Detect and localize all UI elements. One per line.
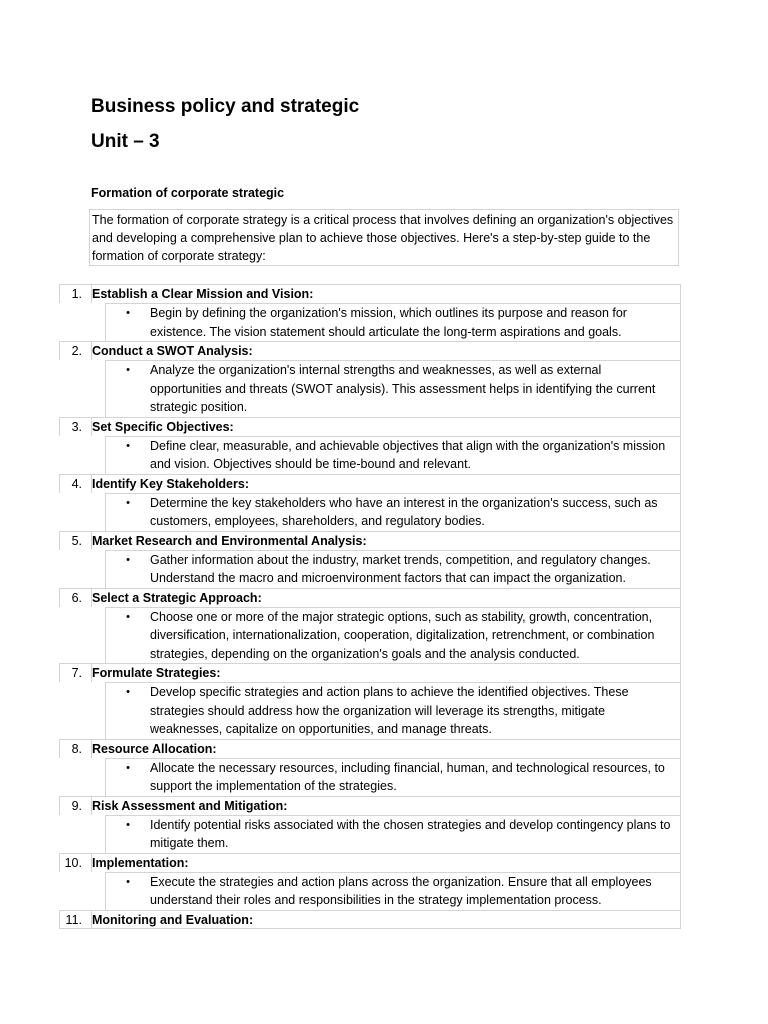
- step-label: Risk Assessment and Mitigation:: [92, 798, 288, 813]
- step-detail-text: Develop specific strategies and action plans to achieve the identified objectives. These strategies should address how the organization will leverage its strengths, mitigate weaknesses, capitalize on opportunities, and manage threats.: [150, 685, 629, 736]
- step-item: [59, 910, 681, 929]
- step-detail-text: Begin by defining the organization's mission, which outlines its purpose and reason for existence. The vision statement should articulate the long-term aspirations and goals.: [150, 306, 627, 339]
- step-item: [59, 531, 681, 588]
- step-label: Establish a Clear Mission and Vision:: [92, 287, 314, 301]
- step-heading-row: [59, 341, 681, 360]
- step-item: [59, 417, 681, 474]
- step-heading-row: [59, 474, 681, 493]
- bullet-icon: •: [126, 364, 130, 376]
- step-detail-row: [105, 682, 681, 739]
- step-detail-row: [105, 360, 681, 417]
- step-item: [59, 284, 681, 341]
- unit-title: Unit – 3: [91, 131, 160, 152]
- step-item: [59, 853, 681, 910]
- bullet-icon: •: [126, 610, 130, 623]
- step-detail-row: [105, 550, 681, 588]
- step-number: 9.: [60, 797, 92, 815]
- step-heading-row: [59, 531, 681, 550]
- step-label: Implementation:: [92, 855, 189, 870]
- step-label: Set Specific Objectives:: [92, 419, 234, 434]
- step-label: Resource Allocation:: [92, 741, 217, 756]
- step-heading-row: [59, 910, 681, 929]
- step-detail-text: Identify potential risks associated with the chosen strategies and develop contingency plans to mitigate them.: [150, 817, 671, 850]
- step-detail-row: [105, 303, 681, 341]
- step-item: [59, 796, 681, 853]
- step-detail-row: [105, 758, 681, 796]
- bullet-icon: •: [126, 818, 130, 831]
- step-item: [59, 739, 681, 796]
- step-number: 6.: [60, 589, 92, 607]
- step-label: Market Research and Environmental Analysis:: [92, 533, 367, 548]
- bullet-icon: •: [126, 686, 130, 698]
- step-number: 8.: [60, 740, 92, 758]
- step-heading-row: [59, 417, 681, 436]
- section-heading: Formation of corporate strategic: [91, 186, 285, 200]
- step-detail-text: Gather information about the industry, market trends, competition, and regulatory changes. Understand the macro and microenvironment factors that can impact the organization.: [150, 552, 651, 585]
- step-number: 7.: [60, 664, 92, 682]
- step-detail-row: [105, 815, 681, 853]
- step-label: Identify Key Stakeholders:: [92, 476, 249, 491]
- steps-list: [59, 284, 681, 929]
- bullet-icon: •: [126, 439, 130, 452]
- step-detail-text: Allocate the necessary resources, including financial, human, and technological resources, to support the implementation of the strategies.: [150, 760, 665, 793]
- bullet-icon: •: [126, 875, 130, 888]
- step-heading-row: [59, 663, 681, 682]
- bullet-icon: •: [126, 307, 130, 319]
- step-detail-text: Choose one or more of the major strategic options, such as stability, growth, concentration, diversification, internationalization, cooperation, digitalization, retrenchment, or combination strategies, depending on the organization's goals and the analysis conducted.: [150, 609, 655, 661]
- step-heading-row: [59, 588, 681, 607]
- step-item: [59, 663, 681, 739]
- step-heading-row: [59, 739, 681, 758]
- step-detail-row: [105, 493, 681, 531]
- step-detail-text: Execute the strategies and action plans across the organization. Ensure that all employees understand their roles and responsibilities in the strategy implementation process.: [150, 874, 652, 907]
- bullet-icon: •: [126, 761, 130, 774]
- step-label: Monitoring and Evaluation:: [92, 912, 254, 927]
- step-detail-row: [105, 607, 681, 664]
- step-label: Select a Strategic Approach:: [92, 590, 262, 605]
- document-title: Business policy and strategic: [91, 96, 360, 117]
- step-number: 3.: [60, 418, 92, 436]
- step-number: 1.: [60, 285, 92, 303]
- step-heading-row: [59, 796, 681, 815]
- bullet-icon: •: [126, 496, 130, 509]
- step-heading-row: [59, 853, 681, 872]
- step-number: 4.: [60, 475, 92, 493]
- step-label: Formulate Strategies:: [92, 666, 221, 680]
- step-heading-row: [59, 284, 681, 303]
- step-label: Conduct a SWOT Analysis:: [92, 344, 253, 358]
- step-number: 11.: [60, 911, 92, 928]
- step-number: 5.: [60, 532, 92, 550]
- bullet-icon: •: [126, 553, 130, 566]
- step-number: 10.: [60, 854, 92, 872]
- step-detail-text: Analyze the organization's internal strengths and weaknesses, as well as external opportunities and threats (SWOT analysis). This assessment helps in identifying the current strategic position.: [150, 363, 656, 414]
- step-item: [59, 588, 681, 664]
- intro-paragraph: The formation of corporate strategy is a critical process that involves defining an organization's objectives and developing a comprehensive plan to achieve those objectives. Here's a step-by-step guide to the formation of corporate strategy:: [89, 209, 679, 266]
- step-detail-text: Determine the key stakeholders who have an interest in the organization's success, such as customers, employees, shareholders, and regulatory bodies.: [150, 495, 658, 528]
- step-detail-row: [105, 872, 681, 910]
- step-item: [59, 474, 681, 531]
- step-detail-row: [105, 436, 681, 474]
- step-number: 2.: [60, 342, 92, 360]
- step-detail-text: Define clear, measurable, and achievable objectives that align with the organization's mission and vision. Objectives should be time-bound and relevant.: [150, 438, 666, 471]
- step-item: [59, 341, 681, 417]
